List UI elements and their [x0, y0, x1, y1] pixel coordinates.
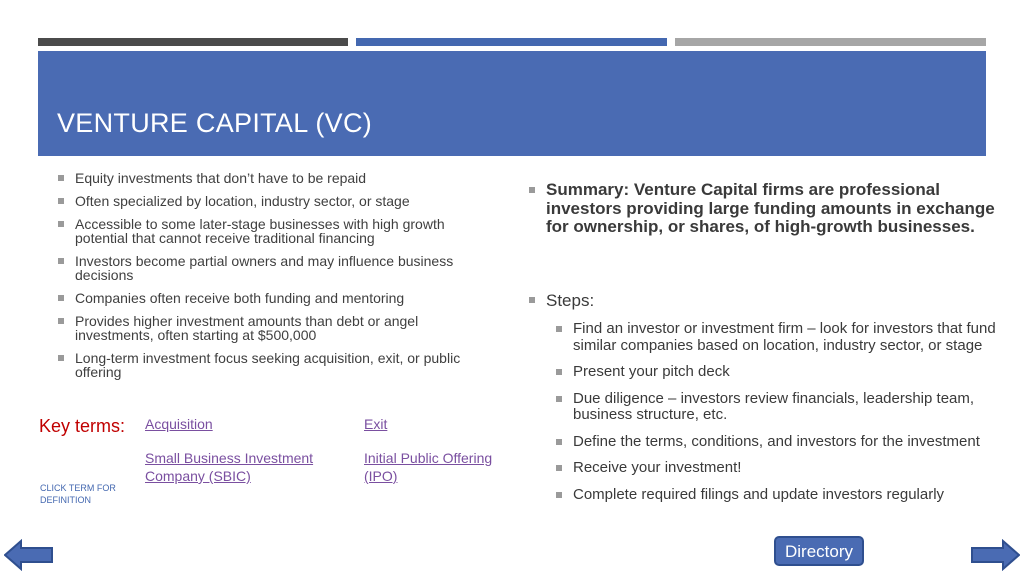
key-terms-label: Key terms: [39, 416, 126, 436]
top-bar-dark [38, 38, 348, 46]
bullet-icon [529, 187, 535, 193]
term-link-ipo[interactable]: Initial Public Offering (IPO) [364, 450, 493, 484]
bullet-icon [58, 355, 64, 361]
list-item: Often specialized by location, industry sector, or stage [58, 194, 478, 208]
term-link-exit[interactable]: Exit [364, 416, 388, 432]
term-link-sbic[interactable]: Small Business Investment Company (SBIC) [145, 450, 314, 484]
step-item: Define the terms, conditions, and investors for the investment [556, 434, 1002, 451]
summary-text: Summary: Venture Capital firms are professional investors providing large funding amounts in exchange for ownership, or shares, of high-growth businesses. [529, 181, 999, 237]
steps-list [556, 321, 1002, 513]
bullet-icon [556, 396, 562, 402]
step-item: Due diligence – investors review financials, leadership team, business structure, etc. [556, 391, 1002, 424]
list-item: Companies often receive both funding and mentoring [58, 291, 478, 305]
bullet-icon [556, 439, 562, 445]
step-item: Complete required filings and update investors regularly [556, 487, 1002, 504]
bullet-icon [58, 221, 64, 227]
list-item: Equity investments that don’t have to be repaid [58, 171, 478, 185]
step-item: Present your pitch deck [556, 364, 1002, 381]
list-item: Investors become partial owners and may influence business decisions [58, 254, 478, 282]
bullet-icon [556, 326, 562, 332]
page-title: VENTURE CAPITAL (VC) [57, 108, 373, 138]
bullet-icon [556, 465, 562, 471]
bullet-icon [58, 198, 64, 204]
click-term-note: CLICK TERM FOR DEFINITION [40, 483, 116, 505]
top-bar-gray [675, 38, 986, 46]
bullet-icon [58, 175, 64, 181]
list-item: Accessible to some later-stage businesses with high growth potential that cannot receive traditional financing [58, 217, 478, 245]
steps-heading: Steps: [529, 291, 594, 311]
bullet-icon [58, 258, 64, 264]
left-arrow-icon[interactable] [4, 539, 54, 571]
term-link-acquisition[interactable]: Acquisition [145, 416, 213, 432]
directory-button[interactable]: Directory [774, 536, 864, 566]
bullet-icon [529, 297, 535, 303]
right-arrow-icon[interactable] [970, 539, 1020, 571]
bullet-icon [58, 318, 64, 324]
step-item: Find an investor or investment firm – look for investors that fund similar companies based on location, industry sector, or stage [556, 321, 1002, 354]
bullet-icon [556, 369, 562, 375]
step-item: Receive your investment! [556, 460, 1002, 477]
title-banner [38, 51, 986, 156]
top-bar-blue [356, 38, 667, 46]
list-item: Provides higher investment amounts than debt or angel investments, often starting at $500,000 [58, 314, 478, 342]
left-bullet-list [58, 171, 478, 388]
bullet-icon [58, 295, 64, 301]
list-item: Long-term investment focus seeking acquisition, exit, or public offering [58, 351, 478, 379]
summary-block [529, 181, 999, 237]
bullet-icon [556, 492, 562, 498]
